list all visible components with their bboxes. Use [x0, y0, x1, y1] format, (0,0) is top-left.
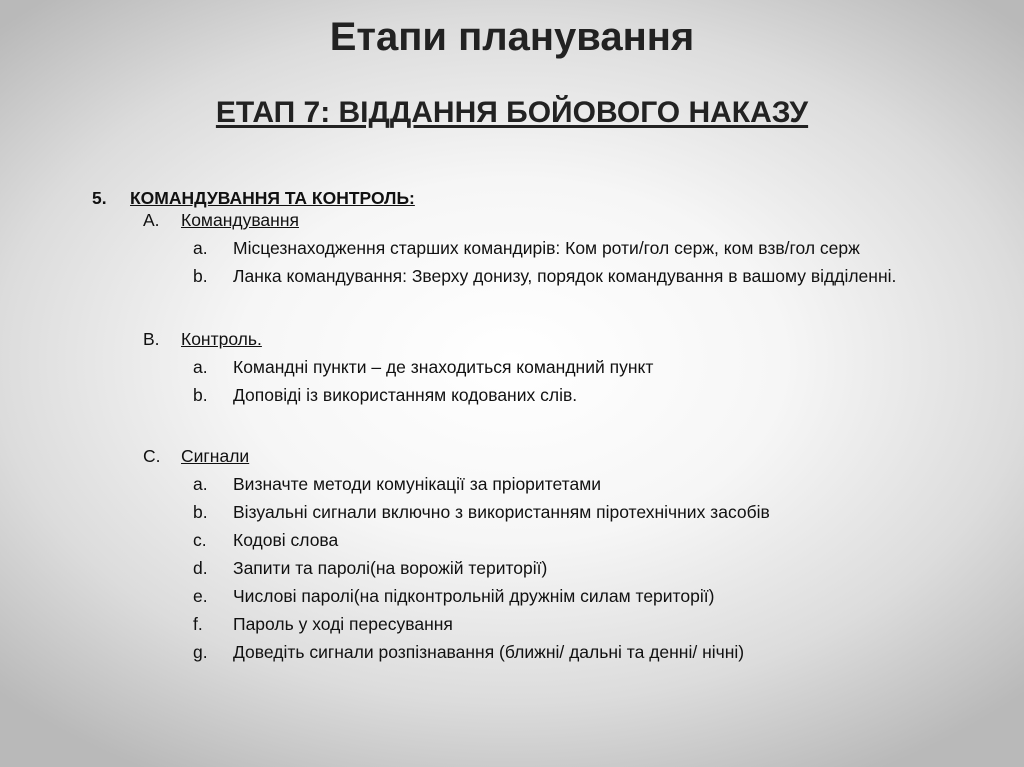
subsection-command [143, 209, 962, 287]
list-item [193, 501, 962, 523]
item-letter: e. [193, 586, 208, 606]
list-item [193, 473, 962, 495]
item-letter: g. [193, 642, 208, 662]
item-text: Доповіді із використанням кодованих слів. [233, 385, 578, 405]
subsection-signals [143, 445, 962, 663]
item-letter: a. [193, 238, 208, 258]
subsection-letter: C. [143, 446, 161, 466]
item-letter: b. [193, 502, 208, 522]
section-number: 5. [92, 188, 107, 208]
item-text: Запити та паролі(на ворожій території) [233, 558, 548, 578]
slide-title: Етапи планування [329, 15, 695, 59]
list-item [193, 265, 962, 287]
item-letter: c. [193, 530, 207, 550]
item-text: Місцезнаходження старших командирів: Ком роти/гол серж, ком взв/гол серж [233, 238, 860, 258]
item-text: Командні пункти – де знаходиться командний пункт [233, 357, 654, 377]
item-letter: f. [193, 614, 203, 634]
list-item [193, 641, 962, 663]
list-item [193, 585, 962, 607]
item-text: Пароль у ході пересування [233, 614, 453, 634]
item-letter: a. [193, 357, 208, 377]
item-list [193, 356, 962, 406]
subsection-letter: B. [143, 329, 160, 349]
item-letter: d. [193, 558, 208, 578]
subsection-letter: A. [143, 210, 160, 230]
list-item [193, 557, 962, 579]
item-list [193, 237, 962, 287]
item-letter: a. [193, 474, 208, 494]
subsection-heading-text: Сигнали [181, 446, 250, 466]
slide-subtitle [0, 96, 1024, 130]
item-list [193, 473, 962, 663]
item-text: Визначте методи комунікації за пріоритетами [233, 474, 602, 494]
section-heading [92, 187, 962, 209]
subsection-heading [143, 328, 962, 350]
item-letter: b. [193, 385, 208, 405]
item-letter: b. [193, 266, 208, 286]
subsection-control [143, 328, 962, 406]
subsection-heading [143, 445, 962, 467]
section-command-control [92, 187, 962, 669]
subsection-heading [143, 209, 962, 231]
item-text: Числові паролі(на підконтрольній дружнім силам території) [233, 586, 715, 606]
list-item [193, 356, 962, 378]
item-text: Ланка командування: Зверху донизу, порядок командування в вашому відділенні. [233, 266, 897, 286]
section-heading-text: КОМАНДУВАННЯ ТА КОНТРОЛЬ: [130, 188, 415, 208]
subsection-heading-text: Контроль. [181, 329, 262, 349]
item-text: Кодові слова [233, 530, 339, 550]
list-item [193, 613, 962, 635]
list-item [193, 384, 962, 406]
slide-subtitle-text: ЕТАП 7: ВІДДАННЯ БОЙОВОГО НАКАЗУ [215, 96, 809, 129]
subsection-heading-text: Командування [181, 210, 299, 230]
item-text: Візуальні сигнали включно з використанням піротехнічних засобів [233, 502, 770, 522]
list-item [193, 237, 962, 259]
item-text: Доведіть сигнали розпізнавання (ближні/ дальні та денні/ нічні) [233, 642, 745, 662]
list-item [193, 529, 962, 551]
